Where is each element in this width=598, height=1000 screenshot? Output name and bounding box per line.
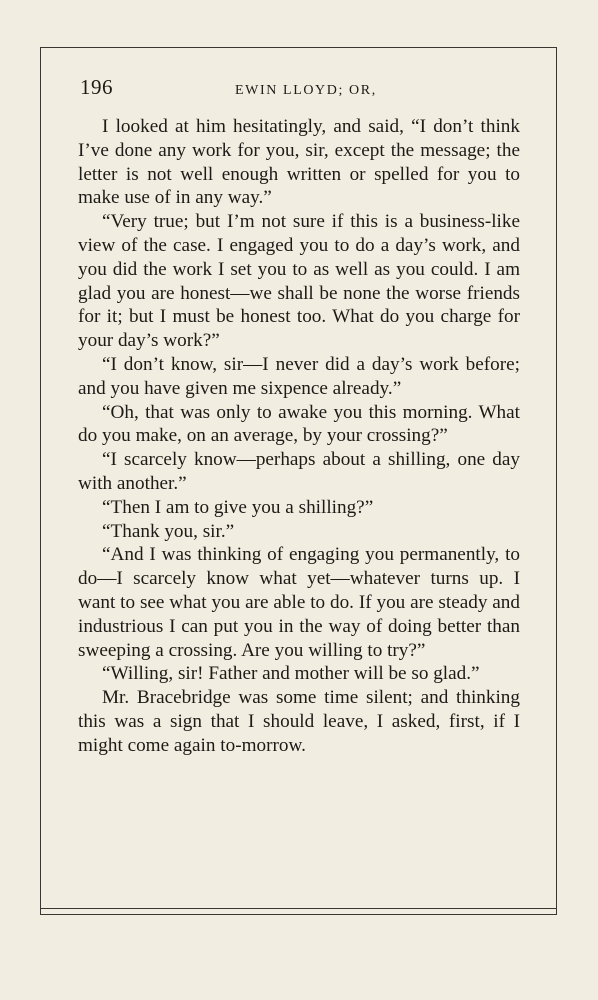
page-number: 196 [80,75,113,99]
paragraph: Mr. Bracebridge was some time silent; and thinking this was a sign that I should leave, I asked, first, if I might come again to-morrow. [78,687,520,756]
paragraph: “Then I am to give you a shilling?” [102,496,374,518]
body-text [78,115,520,758]
paragraph: “Thank you, sir.” [102,520,235,542]
paragraph: “I scarcely know—perhaps about a shilling, one day with another.” [78,449,520,494]
bottom-rule [40,908,557,909]
running-head: EWIN LLOYD; OR, [235,83,377,98]
paragraph: I looked at him hesitatingly, and said, “I don’t think I’ve done any work for you, sir, except the message; the letter is not well enough written or spelled for you to make use of in any way.” [78,116,520,209]
paragraph: “Willing, sir! Father and mother will be so glad.” [102,663,480,685]
paragraph: “I don’t know, sir—I never did a day’s work before; and you have given me sixpence already.” [78,353,520,399]
paragraph: “And I was thinking of engaging you permanently, to do—I scarcely know what yet—whatever turns up. I want to see what you are able to do. If you are steady and industrious I can put you in the way of doing better than sweeping a crossing. Are you willing to try?” [78,544,520,661]
paragraph: “Oh, that was only to awake you this morning. What do you make, on an average, by your crossing?” [78,401,520,447]
paragraph: “Very true; but I’m not sure if this is a business-like view of the case. I engaged you to do a day’s work, and you did the work I set you to as well as you could. I am glad you are honest—we shall be none the worse friends for it; but I must be honest too. What do you charge for your day’s work?” [78,211,520,352]
page-header [80,75,520,105]
